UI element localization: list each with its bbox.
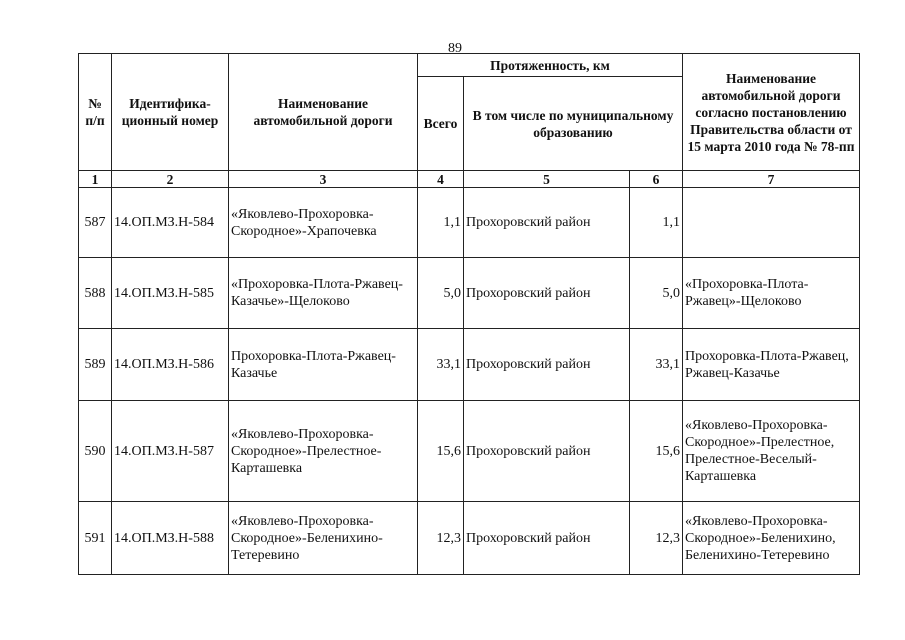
column-number: 4 [418, 171, 464, 188]
table-row [79, 329, 860, 401]
road-name-by-resolution: «Яковлево-Прохоровка-Скородное»-Прелестное, Прелестное-Веселый-Карташевка [683, 401, 860, 502]
length-total: 12,3 [418, 502, 464, 575]
length-total: 1,1 [418, 188, 464, 258]
page-number: 89 [448, 41, 462, 56]
road-name: «Яковлево-Прохоровка-Скородное»-Прелестное-Карташевка [229, 401, 418, 502]
road-identifier: 14.ОП.МЗ.Н-585 [112, 258, 229, 329]
header-length-by-municipality: В том числе по муниципальному образованию [464, 77, 683, 171]
road-identifier: 14.ОП.МЗ.Н-584 [112, 188, 229, 258]
roads-table [78, 53, 860, 575]
table-row [79, 502, 860, 575]
road-name: «Яковлево-Прохоровка-Скородное»-Беленихино-Тетеревино [229, 502, 418, 575]
column-number: 1 [79, 171, 112, 188]
road-identifier: 14.ОП.МЗ.Н-586 [112, 329, 229, 401]
column-numbers-row [79, 171, 860, 188]
header-length-total: Всего [418, 77, 464, 171]
header-road-name: Наименование автомобильной дороги [229, 54, 418, 171]
road-identifier: 14.ОП.МЗ.Н-588 [112, 502, 229, 575]
row-number: 590 [79, 401, 112, 502]
header-row-number: № п/п [79, 54, 112, 171]
table-row [79, 188, 860, 258]
road-name: «Яковлево-Прохоровка-Скородное»-Храпочевка [229, 188, 418, 258]
column-number: 5 [464, 171, 630, 188]
municipality-name: Прохоровский район [464, 401, 630, 502]
length-total: 33,1 [418, 329, 464, 401]
municipality-length: 33,1 [630, 329, 683, 401]
column-number: 3 [229, 171, 418, 188]
length-total: 15,6 [418, 401, 464, 502]
municipality-name: Прохоровский район [464, 258, 630, 329]
municipality-name: Прохоровский район [464, 188, 630, 258]
header-length-group: Протяженность, км [418, 54, 683, 77]
road-name: «Прохоровка-Плота-Ржавец-Казачье»-Щелоково [229, 258, 418, 329]
road-name-by-resolution: «Яковлево-Прохоровка-Скородное»-Беленихино, Беленихино-Тетеревино [683, 502, 860, 575]
road-name: Прохоровка-Плота-Ржавец-Казачье [229, 329, 418, 401]
table-row [79, 258, 860, 329]
header-road-name-by-resolution: Наименование автомобильной дороги согласно постановлению Правительства области от 15 марта 2010 года № 78-пп [683, 54, 860, 171]
road-name-by-resolution: «Прохоровка-Плота-Ржавец»-Щелоково [683, 258, 860, 329]
row-number: 589 [79, 329, 112, 401]
row-number: 591 [79, 502, 112, 575]
municipality-length: 5,0 [630, 258, 683, 329]
header-identifier: Идентифика-ционный номер [112, 54, 229, 171]
column-number: 7 [683, 171, 860, 188]
row-number: 587 [79, 188, 112, 258]
municipality-name: Прохоровский район [464, 502, 630, 575]
road-name-by-resolution [683, 188, 860, 258]
municipality-length: 12,3 [630, 502, 683, 575]
municipality-length: 15,6 [630, 401, 683, 502]
road-identifier: 14.ОП.МЗ.Н-587 [112, 401, 229, 502]
length-total: 5,0 [418, 258, 464, 329]
road-name-by-resolution: Прохоровка-Плота-Ржавец, Ржавец-Казачье [683, 329, 860, 401]
municipality-name: Прохоровский район [464, 329, 630, 401]
column-number: 2 [112, 171, 229, 188]
municipality-length: 1,1 [630, 188, 683, 258]
table-row [79, 401, 860, 502]
row-number: 588 [79, 258, 112, 329]
column-number: 6 [630, 171, 683, 188]
